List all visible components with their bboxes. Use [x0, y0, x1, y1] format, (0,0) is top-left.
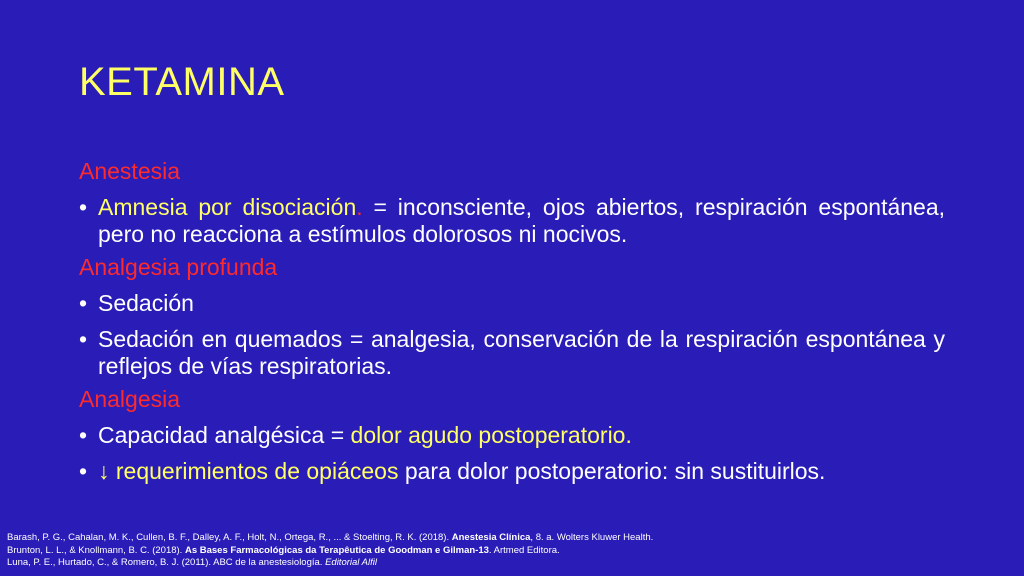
- section-heading-analgesia-profunda: Analgesia profunda: [79, 254, 278, 280]
- bullet-icon: •: [79, 290, 88, 316]
- reference-text: Barash, P. G., Cahalan, M. K., Cullen, B. F., Dalley, A. F., Holt, N., Ortega, R., ... & Stoelting, R. K. (2018).: [7, 532, 452, 543]
- bullet-text-punct: .: [356, 194, 374, 220]
- slide-content: [79, 152, 945, 485]
- reference-italic: Anestesia Clínica: [451, 532, 531, 543]
- bullet-text-highlight: ↓ requerimientos de opiáceos: [98, 458, 399, 484]
- section-heading-anestesia: Anestesia: [79, 158, 181, 184]
- slide-title: KETAMINA: [79, 60, 285, 104]
- bullet-text: = inconsciente, ojos abiertos, respiración espontánea, pero no reacciona a estímulos dolorosos ni nocivos.: [98, 194, 946, 247]
- bullet-text-highlight: dolor agudo postoperatorio.: [350, 422, 632, 448]
- bullet-item: [79, 326, 945, 380]
- bullet-text-highlight: Amnesia por disociación: [98, 194, 357, 220]
- bullet-item: [79, 458, 945, 485]
- bullet-text: Sedación: [98, 290, 194, 316]
- bullet-item: [79, 290, 945, 317]
- bullet-text: para dolor postoperatorio: sin sustituirlos.: [398, 458, 826, 484]
- reference-item: [7, 532, 1017, 545]
- reference-text: Luna, P. E., Hurtado, C., & Romero, B. J. (2011). ABC de la anestesiología.: [7, 557, 326, 568]
- bullet-item: [79, 194, 945, 248]
- reference-italic: As Bases Farmacológicas da Terapêutica de Goodman e Gilman-13: [184, 544, 489, 556]
- bullet-icon: •: [79, 458, 88, 484]
- reference-item: [7, 545, 1017, 558]
- bullet-text: Capacidad analgésica =: [98, 422, 351, 448]
- references: [7, 532, 1017, 570]
- reference-text: . Artmed Editora.: [488, 544, 560, 556]
- reference-item: [7, 557, 1017, 570]
- reference-italic: Editorial Alfil: [325, 557, 377, 568]
- section-heading-analgesia: Analgesia: [79, 386, 181, 412]
- bullet-icon: •: [79, 194, 88, 220]
- bullet-icon: •: [79, 422, 88, 448]
- bullet-item: [79, 422, 945, 449]
- reference-text: Brunton, L. L., & Knollmann, B. C. (2018).: [7, 544, 185, 556]
- bullet-icon: •: [79, 326, 88, 352]
- reference-text: , 8. a. Wolters Kluwer Health.: [530, 532, 654, 543]
- bullet-text: Sedación en quemados = analgesia, conservación de la respiración espontánea y reflejos de vías respiratorias.: [98, 326, 945, 379]
